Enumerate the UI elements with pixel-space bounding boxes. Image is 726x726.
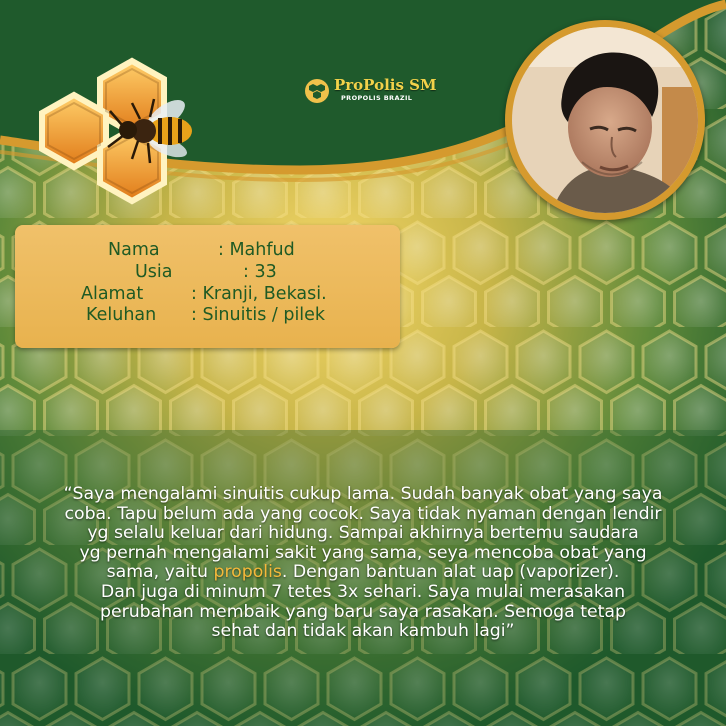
keluhan-label: Keluhan [86,305,157,325]
nama-value: : Mahfud [218,240,295,260]
quote-line: sehat dan tidak akan kambuh lagi” [211,621,515,642]
usia-row [15,262,400,284]
quote-line: yg selalu keluar dari hidung. Sampai akhirnya bertemu saudara [87,523,639,544]
brand-title: ProPolis SM [334,76,437,94]
keluhan-row [15,305,400,327]
quote-line: coba. Tapu belum ada yang cocok. Saya tidak nyaman dengan lendir [64,503,662,524]
alamat-value: : Kranji, Bekasi. [191,284,327,304]
alamat-row [15,284,400,306]
profile-info-card [15,225,400,348]
nama-label: Nama [108,240,160,260]
quote-line: yg pernah mengalami sakit yang sama, seya mencoba obat yang [79,542,647,563]
propolis-highlight: propolis [213,562,282,583]
person-photo [512,27,698,213]
quote-line: perubahan membaik yang baru saya rasakan. Semoga tetap [100,601,626,622]
quote-segment: sama, yaitu [106,562,214,583]
quote-line: “Saya mengalami sinuitis cukup lama. Sudah banyak obat yang saya [63,484,663,504]
nama-row [15,240,400,262]
quote-segment: . Dengan bantuan alat uap (vaporizer). [281,562,620,583]
usia-value: : 33 [243,262,277,282]
usia-label: Usia [135,262,173,282]
testimonial-quote [6,485,720,642]
quote-line-with-highlight [6,563,720,583]
propolis-logo-mark [304,78,330,104]
brand-subtitle: PROPOLIS BRAZIL [341,94,413,102]
alamat-label: Alamat [81,284,144,304]
keluhan-value: : Sinuitis / pilek [191,305,326,325]
honeycomb-bee-illustration [28,55,203,215]
quote-line: Dan juga di minum 7 tetes 3x sehari. Saya mulai merasakan [100,581,626,602]
brand-logo [304,74,444,108]
profile-photo-frame [505,20,705,220]
